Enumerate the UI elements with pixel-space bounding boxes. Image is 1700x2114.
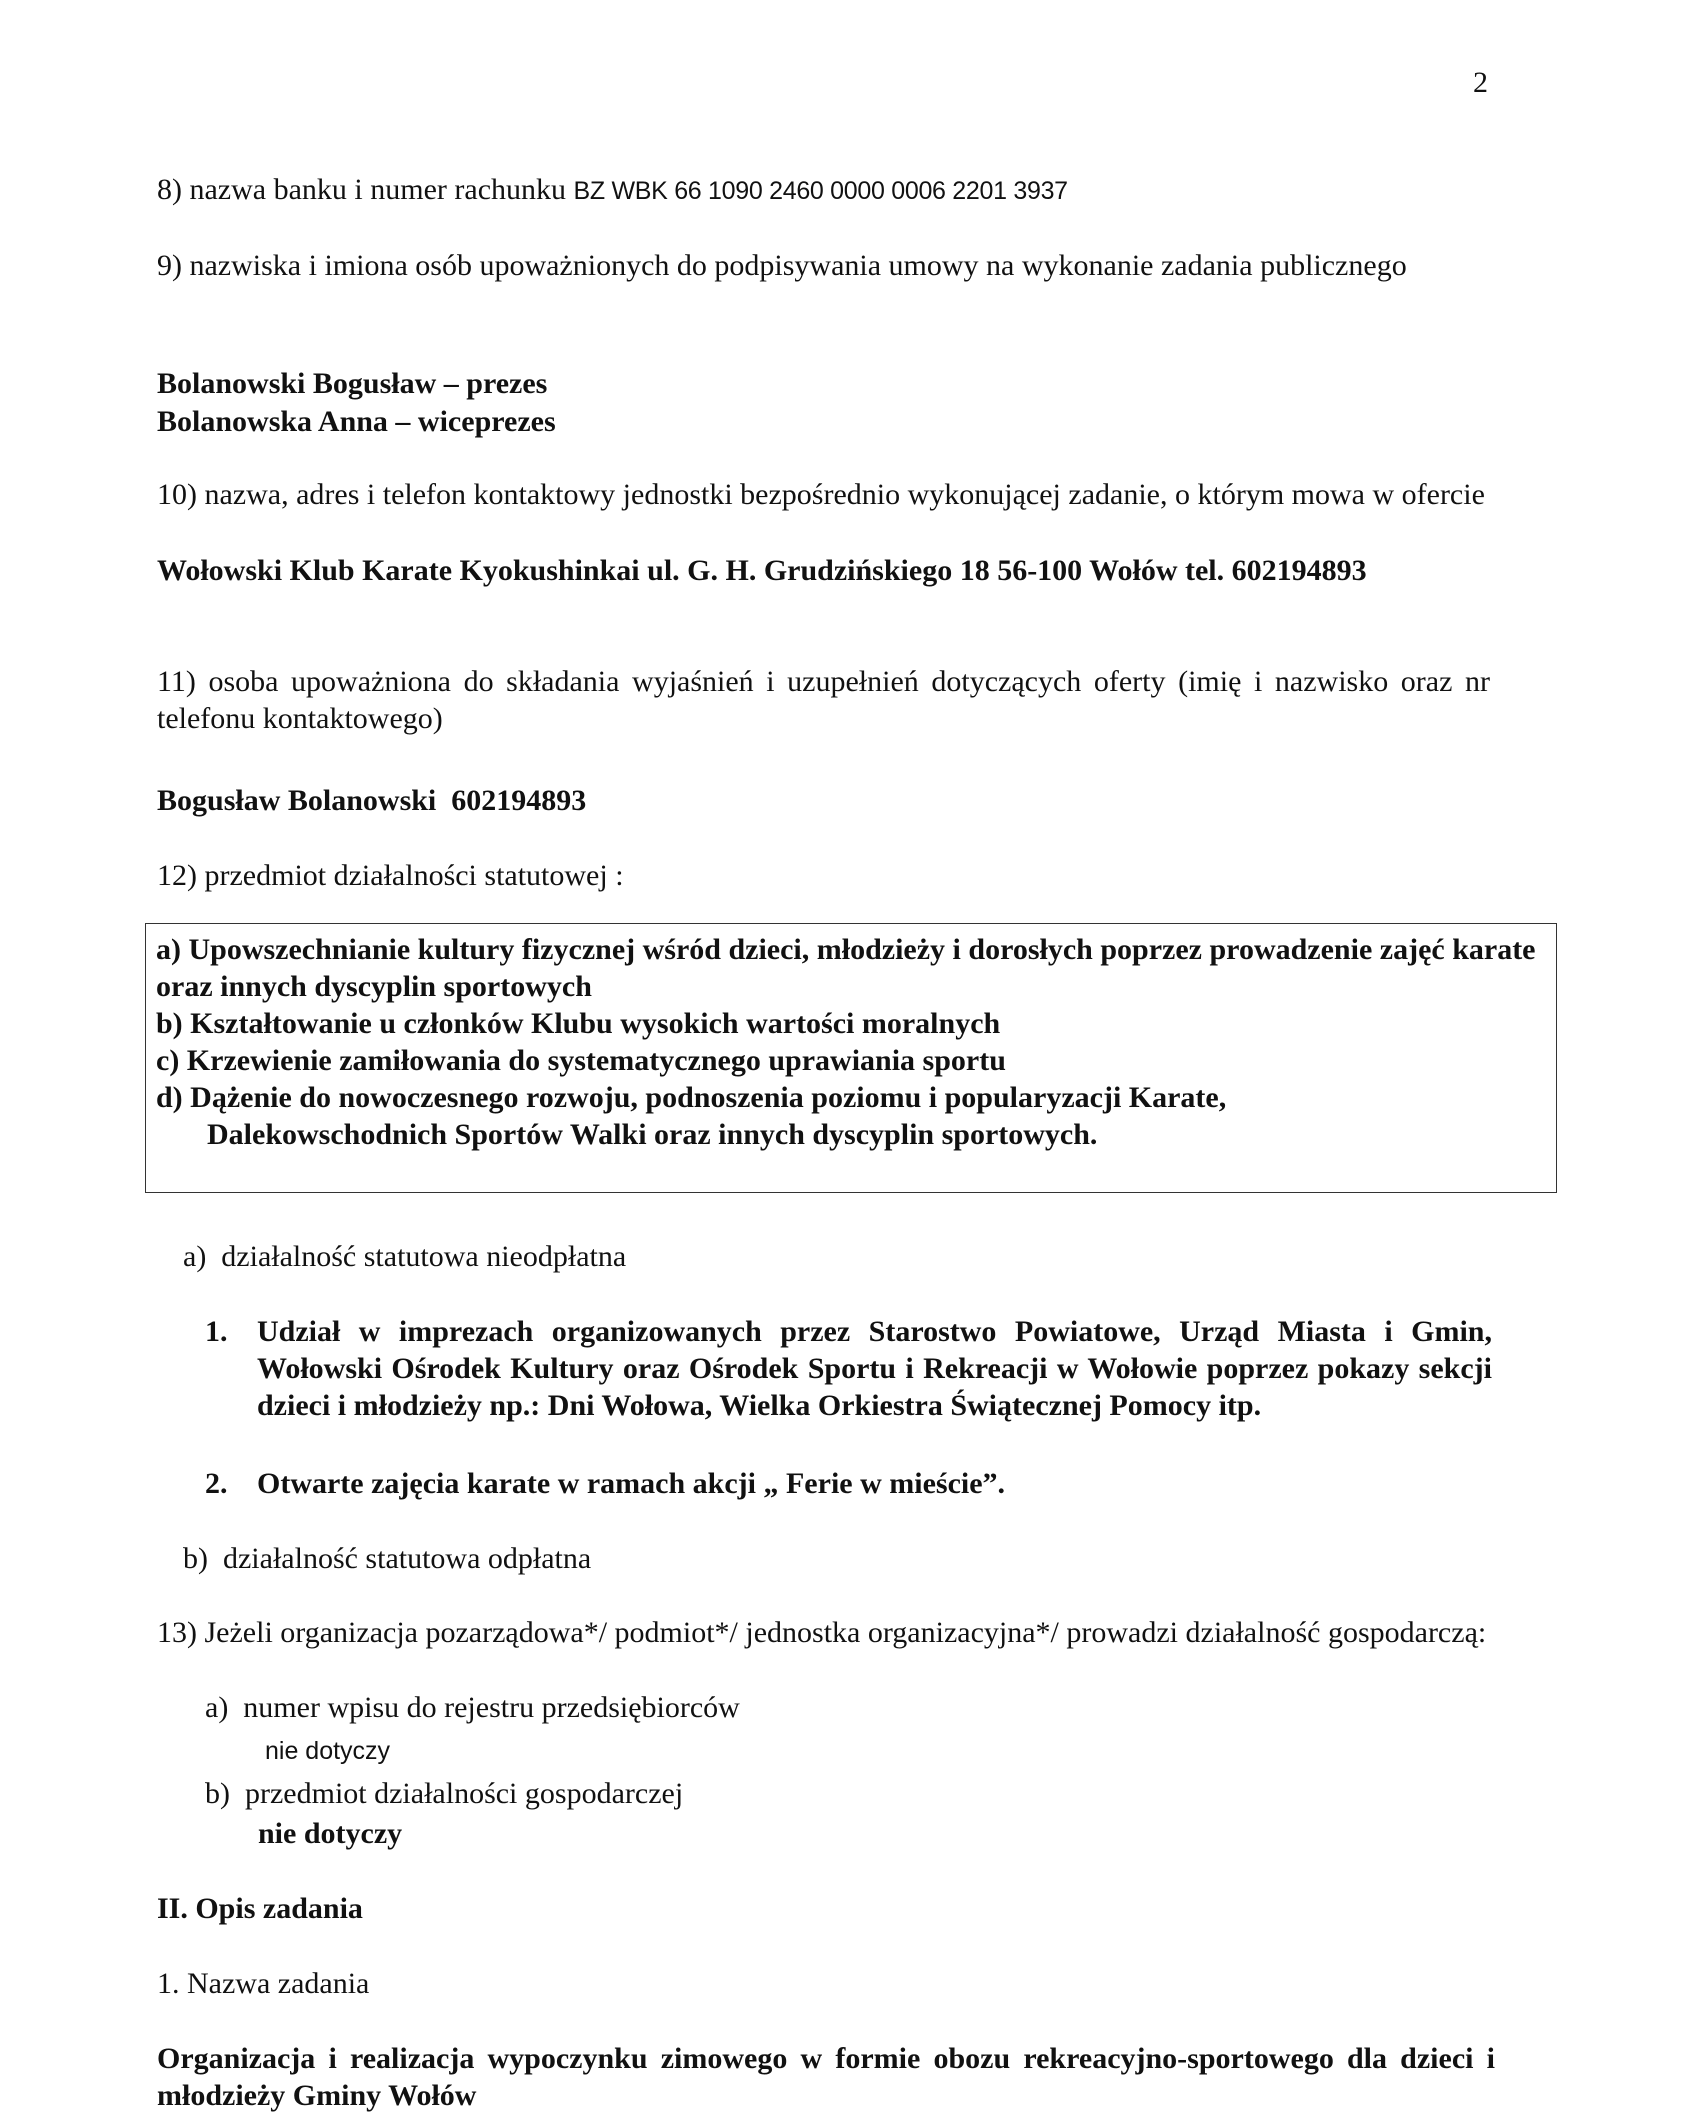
statutory-point-c: c) Krzewienie zamiłowania do systematycznego uprawiania sportu [156,1044,1006,1077]
item-11-label: 11) osoba upoważniona do składania wyjaśnień i uzupełnień dotyczących oferty (imię i nazwisko oraz nr telefonu kontaktowego) [157,665,1490,735]
authorized-person-1: Bolanowski Bogusław – prezes [157,367,548,400]
free-activity-number-1: 1. [205,1315,228,1348]
statutory-point-b: b) Kształtowanie u członków Klubu wysokich wartości moralnych [156,1007,1001,1040]
task-name-label: 1. Nazwa zadania [157,1967,370,2000]
free-activity-label: a) działalność statutowa nieodpłatna [183,1240,627,1273]
item-13b-value: nie dotyczy [258,1817,403,1850]
item-12-label: 12) przedmiot działalności statutowej : [157,859,624,892]
free-activity-item-2: Otwarte zajęcia karate w ramach akcji „ Ferie w mieście”. [257,1467,1006,1500]
statutory-point-d-line2: Dalekowschodnich Sportów Walki oraz innych dyscyplin sportowych. [207,1118,1098,1151]
contact-person: Bogusław Bolanowski 602194893 [157,784,587,817]
item-8 [157,171,1068,210]
free-activity-number-2: 2. [205,1467,228,1500]
task-name: Organizacja i realizacja wypoczynku zimowego w formie obozu rekreacyjno-sportowego dla dzieci i młodzieży Gminy Wołów [157,2042,1495,2112]
item-13a-label: a) numer wpisu do rejestru przedsiębiorców [205,1691,740,1724]
executing-unit-details: Wołowski Klub Karate Kyokushinkai ul. G. H. Grudzińskiego 18 56-100 Wołów tel. 602194893 [157,554,1367,587]
item-13-label: 13) Jeżeli organizacja pozarządowa*/ podmiot*/ jednostka organizacyjna*/ prowadzi działalność gospodarczą: [157,1616,1487,1649]
item-13b-label: b) przedmiot działalności gospodarczej [205,1777,684,1810]
item-8-label: 8) nazwa banku i numer rachunku [157,173,574,206]
bank-account-number: BZ WBK 66 1090 2460 0000 0006 2201 3937 [573,177,1068,205]
statutory-point-d-line1: d) Dążenie do nowoczesnego rozwoju, podnoszenia poziomu i popularyzacji Karate, [156,1081,1227,1114]
free-activity-item-1: Udział w imprezach organizowanych przez Starostwo Powiatowe, Urząd Miasta i Gmin, Wołowski Ośrodek Kultury oraz Ośrodek Sportu i Rekreacji w Wołowie poprzez pokazy sekcji dzieci i młodzieży np.: Dni Wołowa, Wielka Orkiestra Świątecznej Pomocy itp. [257,1315,1492,1422]
authorized-person-2: Bolanowska Anna – wiceprezes [157,405,556,438]
statutory-activity-box [145,923,1557,1193]
paid-activity-label: b) działalność statutowa odpłatna [183,1542,592,1575]
statutory-point-a: a) Upowszechnianie kultury fizycznej wśród dzieci, młodzieży i dorosłych poprzez prowadzenie zajęć karate oraz innych dyscyplin sportowych [156,933,1536,1003]
item-13a-value: nie dotyczy [265,1737,391,1765]
item-10-label: 10) nazwa, adres i telefon kontaktowy jednostki bezpośrednio wykonującej zadanie, o którym mowa w ofercie [157,478,1485,511]
page-number: 2 [1473,66,1488,99]
section-heading: II. Opis zadania [157,1892,363,1925]
item-9-label: 9) nazwiska i imiona osób upoważnionych do podpisywania umowy na wykonanie zadania publicznego [157,249,1407,282]
